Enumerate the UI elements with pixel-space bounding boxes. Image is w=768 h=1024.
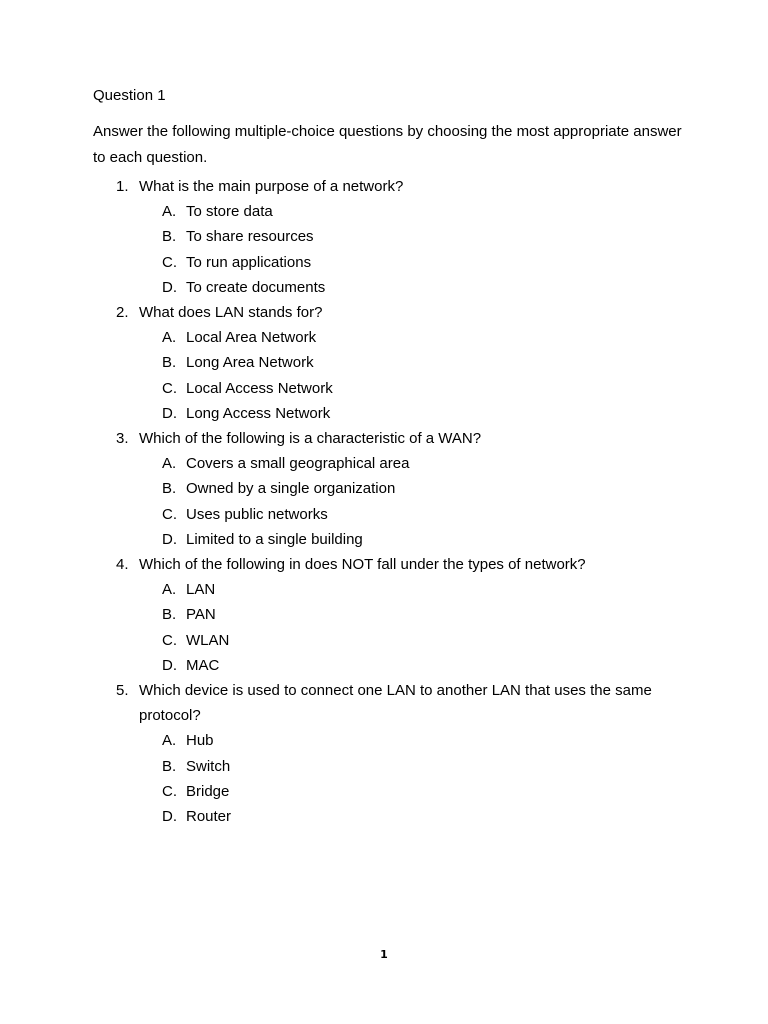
option-item xyxy=(139,350,683,375)
option-letter: A. xyxy=(162,732,177,750)
option-letter: B. xyxy=(162,354,177,372)
question-item xyxy=(93,426,683,552)
option-text: To create documents xyxy=(186,278,326,296)
question-number: 2. xyxy=(116,304,129,322)
option-item xyxy=(139,577,683,602)
option-item xyxy=(139,779,683,804)
option-text: Owned by a single organization xyxy=(186,480,396,498)
option-letter: D. xyxy=(162,278,177,296)
option-text: LAN xyxy=(186,581,216,599)
question-number: 4. xyxy=(116,556,129,574)
option-item xyxy=(139,476,683,501)
option-letter: A. xyxy=(162,329,177,347)
option-text: To run applications xyxy=(186,253,312,271)
option-text: Covers a small geographical area xyxy=(186,455,410,473)
question-item xyxy=(93,300,683,426)
option-letter: C. xyxy=(162,505,177,523)
option-text: Uses public networks xyxy=(186,505,328,523)
question-number: 3. xyxy=(116,430,129,448)
question-item xyxy=(93,552,683,678)
option-text: Bridge xyxy=(186,782,230,800)
option-letter: B. xyxy=(162,606,177,624)
option-letter: A. xyxy=(162,581,177,599)
option-letter: B. xyxy=(162,480,177,498)
option-letter: C. xyxy=(162,253,177,271)
option-list xyxy=(139,577,683,678)
option-letter: D. xyxy=(162,530,177,548)
option-letter: B. xyxy=(162,228,177,246)
option-letter: D. xyxy=(162,808,177,826)
option-text: PAN xyxy=(186,606,216,624)
question-number: 5. xyxy=(116,682,129,700)
instructions-text: Answer the following multiple-choice questions by choosing the most appropriate answer to each question. xyxy=(93,123,682,166)
option-item xyxy=(139,728,683,753)
option-text: Hub xyxy=(186,732,214,750)
option-letter: C. xyxy=(162,631,177,649)
question-text: What is the main purpose of a network? xyxy=(139,178,404,195)
option-text: MAC xyxy=(186,656,220,674)
question-text: What does LAN stands for? xyxy=(139,304,323,322)
option-list xyxy=(139,325,683,426)
option-letter: A. xyxy=(162,203,177,221)
option-text: Long Area Network xyxy=(186,354,314,372)
option-item xyxy=(139,451,683,476)
option-letter: D. xyxy=(162,656,177,674)
option-letter: D. xyxy=(162,404,177,422)
option-item xyxy=(139,502,683,527)
question-list xyxy=(93,174,683,829)
option-item xyxy=(139,275,683,300)
option-item xyxy=(139,804,683,829)
option-item xyxy=(139,199,683,224)
option-text: Limited to a single building xyxy=(186,530,363,548)
option-item xyxy=(139,401,683,426)
question-text: Which of the following in does NOT fall under the types of network? xyxy=(139,556,586,574)
option-text: To share resources xyxy=(186,228,314,246)
option-text: Router xyxy=(186,808,232,826)
option-list xyxy=(139,728,683,829)
option-item xyxy=(139,602,683,627)
option-letter: C. xyxy=(162,379,177,397)
option-text: To store data xyxy=(186,203,273,221)
page-number: 1 xyxy=(380,948,388,961)
page-body xyxy=(93,85,683,829)
option-text: WLAN xyxy=(186,631,230,649)
question-number: 1. xyxy=(116,178,129,195)
option-list xyxy=(139,199,683,300)
question-text: Which device is used to connect one LAN to another LAN that uses the same protocol? xyxy=(139,682,652,725)
option-text: Local Access Network xyxy=(186,379,333,397)
option-item xyxy=(139,754,683,779)
option-item xyxy=(139,628,683,653)
question-heading: Question 1 xyxy=(93,87,166,104)
option-letter: B. xyxy=(162,757,177,775)
option-letter: A. xyxy=(162,455,177,473)
option-text: Switch xyxy=(186,757,231,775)
question-item xyxy=(93,174,683,300)
question-text: Which of the following is a characteristic of a WAN? xyxy=(139,430,482,448)
option-letter: C. xyxy=(162,782,177,800)
option-text: Long Access Network xyxy=(186,404,331,422)
question-item xyxy=(93,678,683,829)
option-item xyxy=(139,325,683,350)
option-item xyxy=(139,250,683,275)
option-item xyxy=(139,527,683,552)
option-list xyxy=(139,451,683,552)
option-item xyxy=(139,653,683,678)
option-text: Local Area Network xyxy=(186,329,317,347)
option-item xyxy=(139,224,683,249)
option-item xyxy=(139,376,683,401)
